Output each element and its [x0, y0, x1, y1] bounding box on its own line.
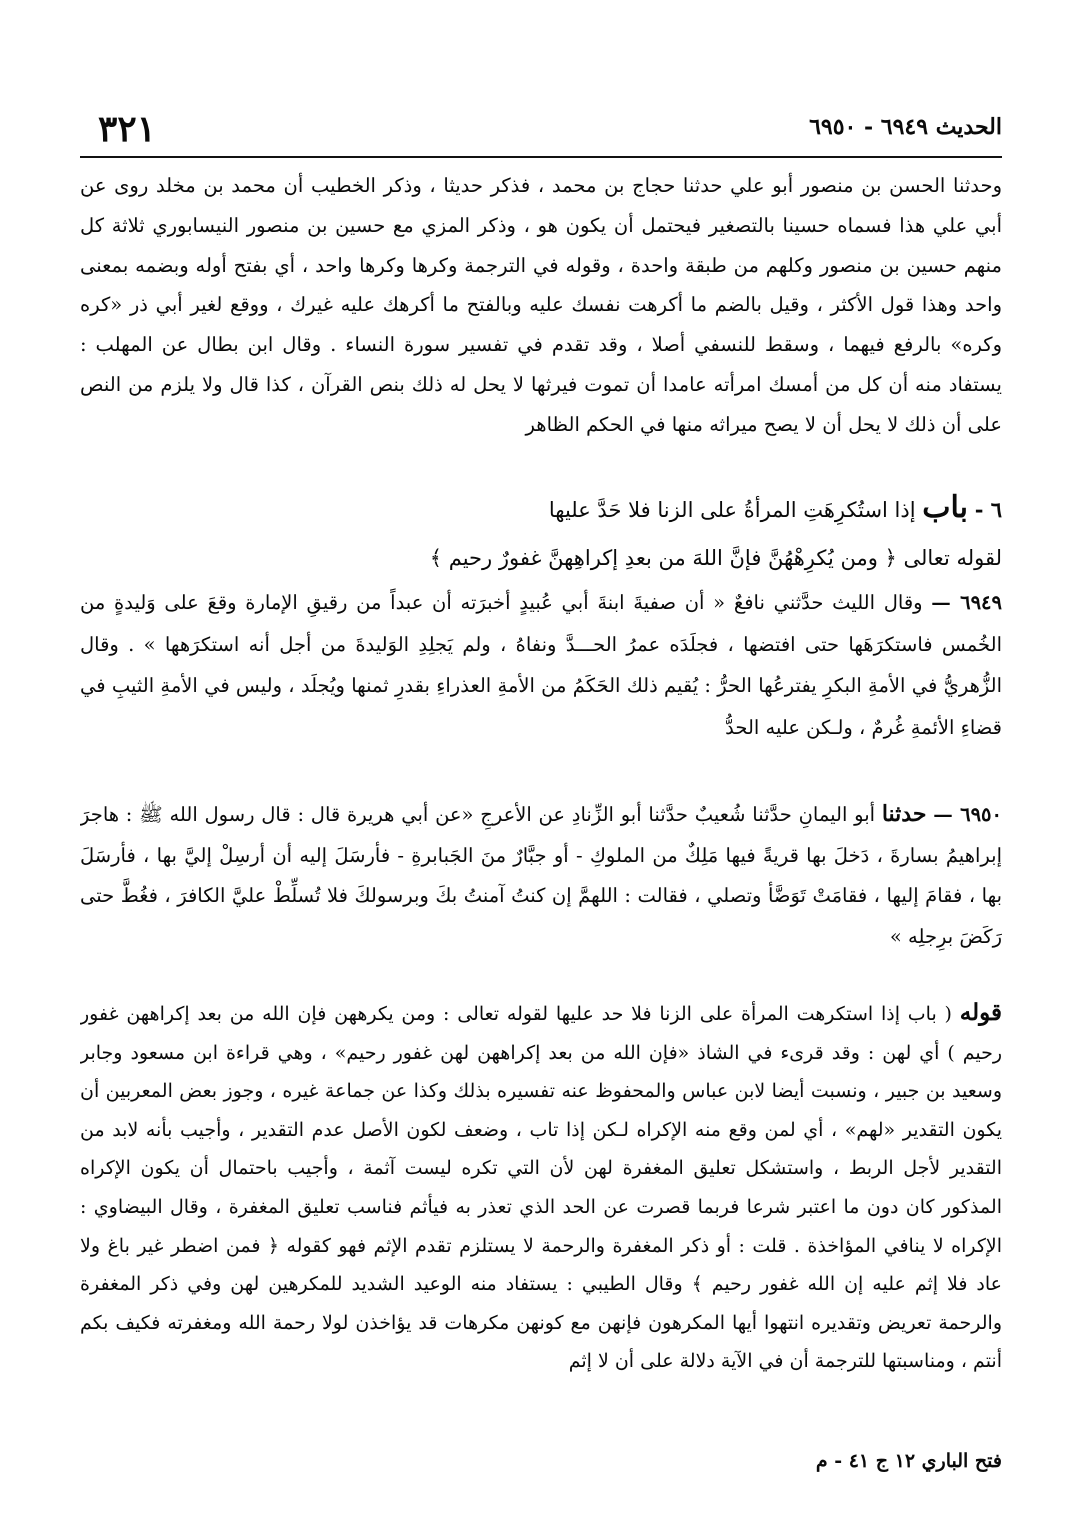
- hadith-text: أبو اليمانِ حدَّثنا شُعيبٌ حدَّثنا أبو الزِّنادِ عن الأعرجِ «عن أبي هريرة قال : قال رسول الله ﷺ : هاجرَ إبراهيمُ بسارةَ ، دَخلَ بها قريةً فيها مَلِكٌ من الملوكِ - أو جبَّارٌ منَ الجَبابرةِ - فأرسَلَ إليه أن أرسِلْ إليَّ بها ، فأرسَلَ بها ، فقامَ إليها ، فقامَتْ تَوَضَّأ وتصلي ، فقالت : اللهمَّ إن كنتُ آمنتُ بكَ وبرسولكَ فلا تُسلِّطْ عليَّ الكافرَ ، فغُطَّ حتى رَكَضَ برِجلِه »: [80, 803, 1002, 948]
- header-rule: [80, 156, 1002, 158]
- print-signature: فتح الباري ١٢ ج ٤١ - م: [815, 1450, 1002, 1472]
- hadith-6950: [80, 794, 1002, 994]
- chapter-number: ٦ -: [974, 497, 1002, 522]
- hadith-6949: [80, 582, 1002, 794]
- page-body: [80, 166, 1002, 1454]
- commentary: [80, 994, 1002, 1454]
- commentary-text: ( باب إذا استكرهت المرأة على الزنا فلا حد عليها لقوله تعالى : ومن يكرههن فإن الله من بعد إكراههن غفور رحيم ) أي لهن : وقد قرىء في الشاذ «فإن الله من بعد إكراههن لهن غفور رحيم» ، وهي قراءة ابن مسعود وجابر وسعيد بن جبير ، ونسبت أيضا لابن عباس والمحفوظ عنه تفسيره بذلك وكذا عن جماعة غيره ، وجوز بعض المعربين أن يكون التقدير «لهم» ، أي لمن وقع منه الإكراه لـكن إذا تاب ، وضعف لكون الأصل عدم التقدير ، وأجيب بأنه لابد من التقدير لأجل الربط ، واستشكل تعليق المغفرة لهن لأن التي تكره ليست آثمة ، وأجيب باحتمال أن يكون الإكراه المذكور كان دون ما اعتبر شرعا فربما قصرت عن الحد الذي تعذر به فيأثم فناسب تعليق المغفرة ، وقال البيضاوي : الإكراه لا ينافي المؤاخذة . قلت : أو ذكر المغفرة والرحمة لا يستلزم تقدم الإثم فهو كقوله ﴿ فمن اضطر غير باغ ولا عاد فلا إثم عليه إن الله غفور رحيم ﴾ وقال الطيبي : يستفاد منه الوعيد الشديد للمكرهين لهن وفي ذكر المغفرة والرحمة تعريض وتقديره انتهوا أيها المكرهون فإنهن مع كونهن مكرهات قد يؤاخذن لولا رحمة الله ومغفرته فكيف بكم أنتم ، ومناسبتها للترجمة أن في الآية دلالة على أن لا إثم: [80, 1003, 1002, 1373]
- page-header: [80, 108, 1002, 152]
- commentary-lead-word: قوله: [959, 999, 1002, 1026]
- chapter-heading: [80, 484, 1002, 582]
- running-title: الحديث ٦٩٤٩ - ٦٩٥٠: [809, 114, 1002, 140]
- chapter-bab-label: باب: [922, 490, 968, 525]
- chapter-title-line: [80, 484, 1002, 534]
- hadith-number: ٦٩٥٠ —: [933, 803, 1002, 826]
- chapter-title: إذا استُكرِهَتِ المرأةُ على الزنا فلا حَدَّ عليها: [548, 498, 916, 522]
- hadith-text: وقال الليث حدَّثني نافعٌ « أن صفيةَ ابنةَ أبي عُبيدٍ أخبرَته أن عبداً من رقيقِ الإمارة وقعَ على وَليدةٍ من الخُمس فاستكرَهَها حتى افتضها ، فجلَدَه عمرُ الحـــدَّ ونفاهُ ، ولم يَجلِدِ الوَليدةَ من أجل أنه استكرَهها » . وقال الزُّهريُّ في الأمةِ البكرِ يفترعُها الحرُّ : يُقيم ذلك الحَكَمُ من الأمةِ العذراءِ بقدرِ ثمنها ويُجلَد ، وليس في الأمةِ الثيبِ في قضاءِ الأئمةِ غُرمٌ ، ولـكن عليه الحدُّ: [80, 591, 1002, 739]
- page-number: ٣٢١: [98, 108, 157, 150]
- page-footer: [80, 1450, 1002, 1484]
- hadith-lead-word: حدثنا: [881, 801, 927, 827]
- hadith-number: ٦٩٤٩ —: [931, 591, 1002, 614]
- chapter-verse: لقوله تعالى ﴿ ومن يُكرِهْهُنَّ فإنَّ اللهَ من بعدِ إكراهِهنَّ غفورٌ رحيم ﴾: [429, 546, 1002, 570]
- commentary-continuation: وحدثنا الحسن بن منصور أبو علي حدثنا حجاج بن محمد ، فذكر حديثا ، وذكر الخطيب أن محمد بن مخلد روى عن أبي علي هذا فسماه حسينا بالتصغير فيحتمل أن يكون هو ، وذكر المزي مع حسين بن منصور النيسابوري ثلاثة كل منهم حسين بن منصور وكلهم من طبقة واحدة ، وقوله في الترجمة وكرها وكرها واحد ، أي بفتح أوله وبضمه بمعنى واحد وهذا قول الأكثر ، وقيل بالضم ما أكرهت نفسك عليه وبالفتح ما أكرهك عليه غيرك ، ووقع لغير أبي ذر «كره وكره» بالرفع فيهما ، وسقط للنسفي أصلا ، وقد تقدم في تفسير سورة النساء . وقال ابن بطال عن المهلب : يستفاد منه أن كل من أمسك امرأته عامدا أن تموت فيرثها لا يحل له ذلك بنص القرآن ، كذا قال ولا يلزم من النص على أن ذلك لا يحل أن لا يصح ميراثه منها في الحكم الظاهر: [80, 174, 1002, 436]
